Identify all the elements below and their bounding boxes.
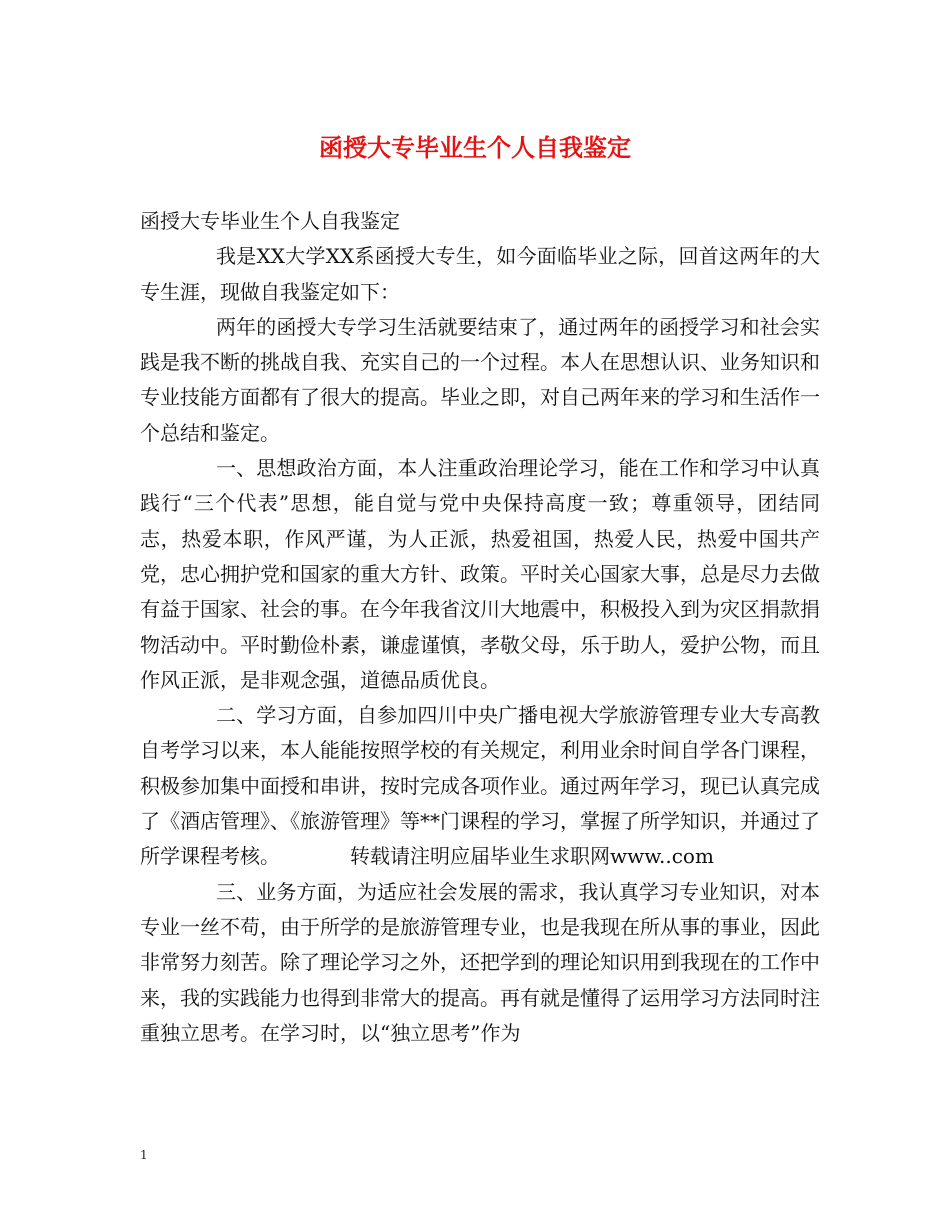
page-number: 1 [140, 1148, 148, 1162]
document-title: 函授大专毕业生个人自我鉴定 [319, 133, 631, 162]
paragraph-political: 一、思想政治方面，本人注重政治理论学习，能在工作和学习中认真践行“三个代表”思想，能自觉与党中央保持高度一致；尊重领导，团结同志，热爱本职，作风严谨，为人正派，热爱祖国，热爱人民，热爱中国共产党，忠心拥护党和国家的重大方针、政策。平时关心国家大事，总是尽力去做有益于国家、社会的事。在今年我省汶川大地震中，积极投入到为灾区捐款捐物活动中。平时勤俭朴素，谦虚谨慎，孝敬父母，乐于助人，爱护公物，而且作风正派，是非观念强，道德品质优良。 [140, 456, 820, 692]
paragraph-summary: 两年的函授大专学习生活就要结束了，通过两年的函授学习和社会实践是我不断的挑战自我、充实自己的一个过程。本人在思想认识、业务知识和专业技能方面都有了很大的提高。毕业之即，对自己两年来的学习和生活作一个总结和鉴定。 [140, 314, 820, 445]
paragraph-study: 二、学习方面，自参加四川中央广播电视大学旅游管理专业大专高教自考学习以来，本人能能按照学校的有关规定，利用业余时间自学各门课程，积极参加集中面授和串讲，按时完成各项作业。通过两年学习，现已认真完成了《酒店管理》、《旅游管理》等**门课程的学习，掌握了所学知识，并通过了所学课程考核。 转载请注明应届毕业生求职网www..com [140, 703, 820, 869]
document-subtitle: 函授大专毕业生个人自我鉴定 [140, 209, 400, 233]
paragraph-business: 三、业务方面，为适应社会发展的需求，我认真学习专业知识，对本专业一丝不苟，由于所学的是旅游管理专业，也是我现在所从事的事业，因此非常努力刻苦。除了理论学习之外，还把学到的理论知识用到我现在的工作中来，我的实践能力也得到非常大的提高。再有就是懂得了运用学习方法同时注重独立思考。在学习时，以“独立思考”作为 [140, 879, 820, 1045]
document-body [140, 204, 820, 1051]
paragraph-intro: 我是XX大学XX系函授大专生，如今面临毕业之际，回首这两年的大专生涯，现做自我鉴定如下： [140, 244, 820, 304]
